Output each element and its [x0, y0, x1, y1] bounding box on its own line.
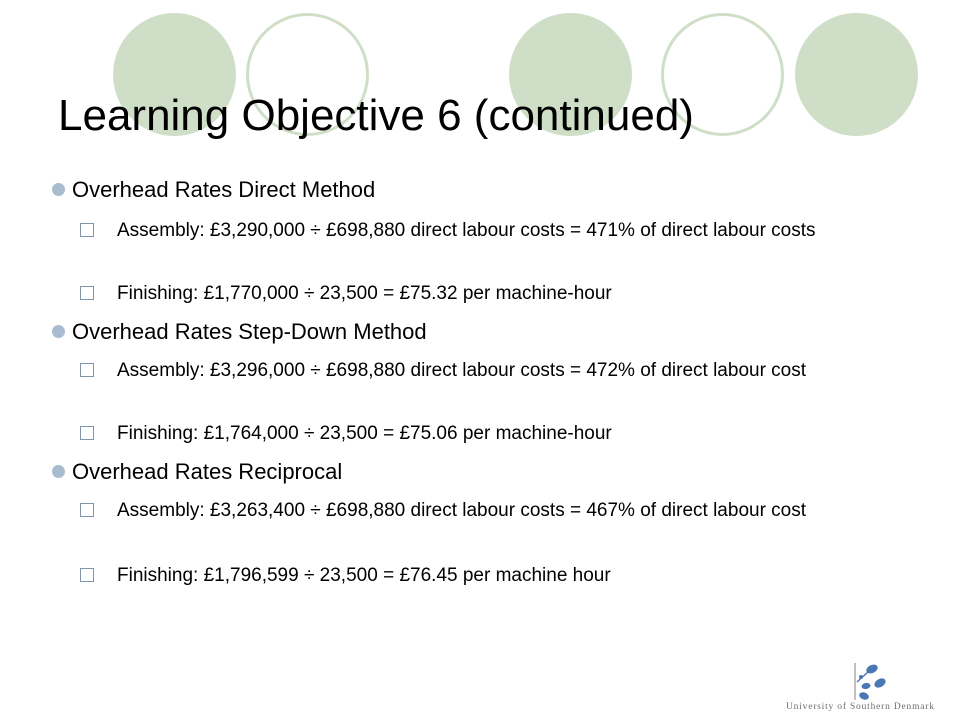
section-item-text: Assembly: £3,263,400 ÷ £698,880 direct labour costs = 467% of direct labour cost: [117, 500, 807, 521]
section-item-text: Assembly: £3,296,000 ÷ £698,880 direct labour costs = 472% of direct labour cost: [117, 360, 807, 381]
section-heading: [72, 177, 375, 203]
bullet-icon: [52, 183, 65, 196]
section-item: [117, 423, 877, 445]
square-bullet-icon: [80, 568, 94, 582]
square-bullet-icon: [80, 223, 94, 237]
section-heading-text: Overhead Rates Direct Method: [72, 177, 376, 202]
section-item-text: Finishing: £1,764,000 ÷ 23,500 = £75.06 per machine-hour: [117, 423, 612, 444]
section-item: [117, 565, 877, 587]
section-item: [117, 500, 877, 522]
section-heading-text: Overhead Rates Step-Down Method: [72, 319, 427, 344]
section-item-text: Assembly: £3,290,000 ÷ £698,880 direct labour costs = 471% of direct labour costs: [117, 220, 816, 241]
section-heading: [72, 319, 427, 345]
section-item: [117, 220, 877, 242]
square-bullet-icon: [80, 426, 94, 440]
section-heading: [72, 459, 342, 485]
square-bullet-icon: [80, 503, 94, 517]
section-item-text: Finishing: £1,770,000 ÷ 23,500 = £75.32 per machine-hour: [117, 283, 612, 304]
section-heading-text: Overhead Rates Reciprocal: [72, 459, 343, 484]
university-name: University of Southern Denmark: [786, 702, 935, 712]
bullet-icon: [52, 325, 65, 338]
bullet-icon: [52, 465, 65, 478]
slide-title: Learning Objective 6 (continued): [58, 91, 694, 140]
section-item: [117, 283, 877, 305]
square-bullet-icon: [80, 363, 94, 377]
section-item: [117, 360, 877, 382]
square-bullet-icon: [80, 286, 94, 300]
section-item-text: Finishing: £1,796,599 ÷ 23,500 = £76.45 per machine hour: [117, 565, 611, 586]
